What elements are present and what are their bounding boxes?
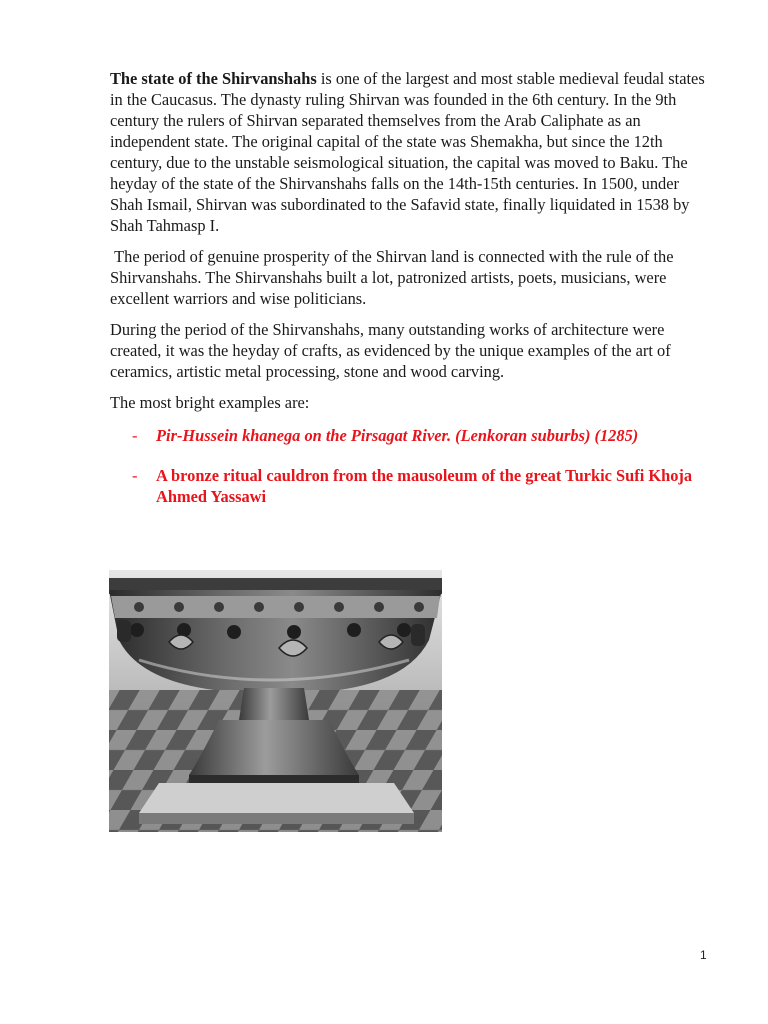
list-item-text: A bronze ritual cauldron from the mausoleum of the great Turkic Sufi Khoja Ahmed Yassawi [156,466,693,506]
paragraph-intro-bold: The state of the Shirvanshahs [110,69,317,88]
cauldron-photo [109,570,442,832]
list-item-text: Pir-Hussein khanega on the Pirsagat River. (Lenkoran suburbs) (1285) [156,426,639,445]
examples-list [110,425,715,507]
paragraph-intro [110,68,715,236]
list-item [110,465,715,507]
paragraph-intro-rest: is one of the largest and most stable medieval feudal states in the Caucasus. The dynasty ruling Shirvan was founded in the 6th century. In the 9th century the rulers of Shirvan separated themselves from the Arab Caliphate as an independent state. The original capital of the state was Shemakha, but since the 12th century, due to the unstable seismological situation, the capital was moved to Baku. The heyday of the state of the Shirvanshahs falls on the 14th-15th centuries. In 1500, under Shah Ismail, Shirvan was subordinated to the Safavid state, finally liquidated in 1538 by Shah Tahmasp I. [110,69,705,235]
list-item [110,425,715,446]
paragraph-architecture: During the period of the Shirvanshahs, many outstanding works of architecture were created, it was the heyday of crafts, as evidenced by the unique examples of the art of ceramics, artistic metal processing, stone and wood carving. [110,320,671,381]
bullet-dash: - [132,426,138,445]
cauldron-illustration [109,570,442,832]
page-number: 1 [700,948,707,962]
paragraph-examples-intro: The most bright examples are: [110,393,310,412]
paragraph-prosperity: The period of genuine prosperity of the Shirvan land is connected with the rule of the Shirvanshahs. The Shirvanshahs built a lot, patronized artists, poets, musicians, were excellent warriors and wise politicians. [110,247,678,308]
document-body [110,68,715,526]
bullet-dash: - [132,466,138,485]
